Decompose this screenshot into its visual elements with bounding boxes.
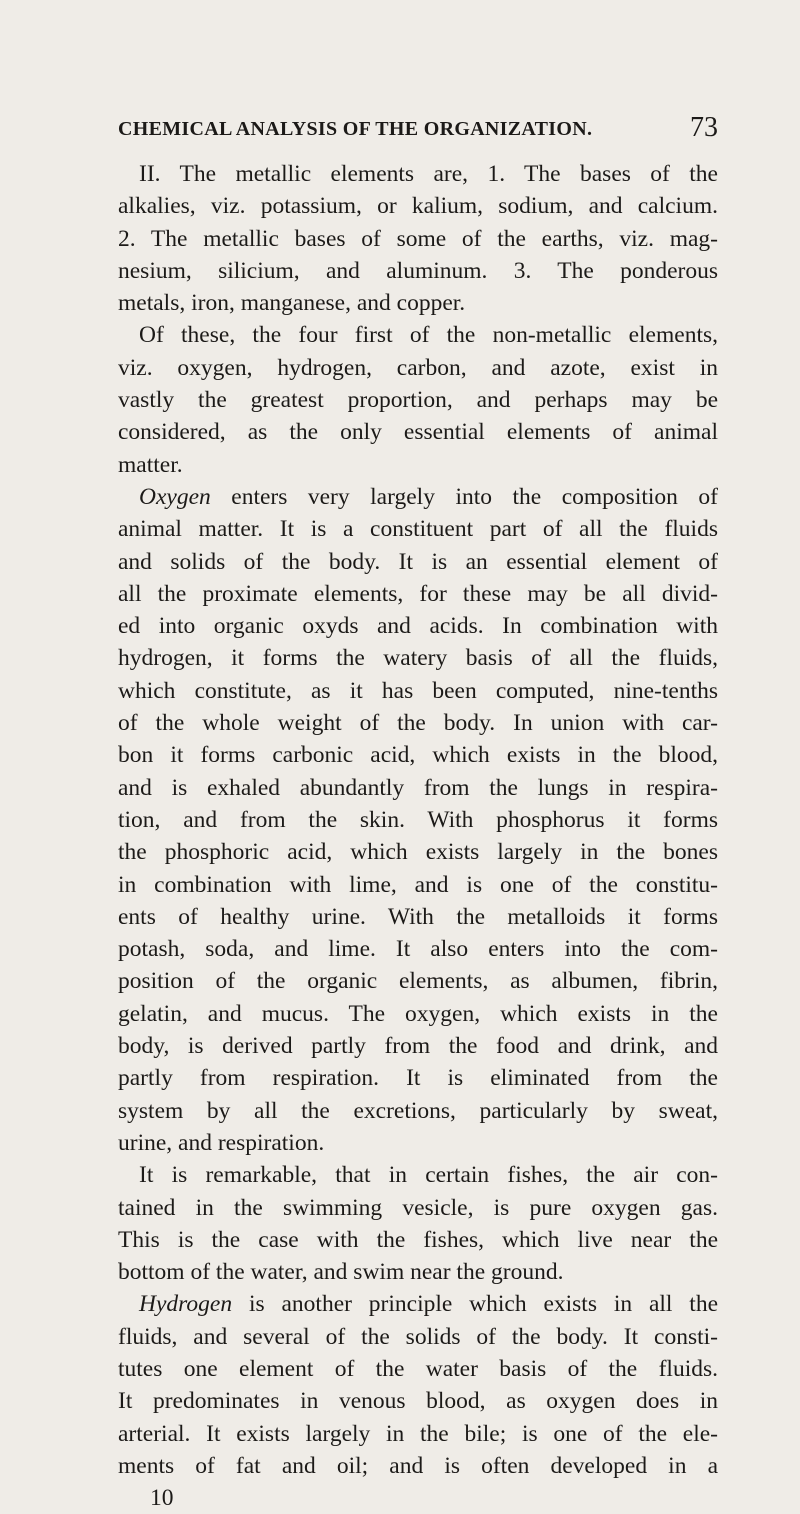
text-line: bottom of the water, and swim near the ground. [118, 1259, 564, 1286]
text-line: II. The metallic elements are, 1. The bases of the [139, 161, 718, 187]
text-line: bon it forms carbonic acid, which exists in the blood, [118, 742, 718, 769]
text-line: potash, soda, and lime. It also enters into the com- [118, 936, 718, 963]
line-text: enters very largely into the composition of [231, 483, 718, 510]
text-line: system by all the excretions, particularly by sweat, [118, 1097, 718, 1124]
text-line: animal matter. It is a constituent part of all the fluids [118, 516, 718, 543]
text-line: and solids of the body. It is an essential element of [118, 548, 718, 575]
running-head: CHEMICAL ANALYSIS OF THE ORGANIZATION. [118, 118, 593, 140]
page-header [118, 112, 718, 146]
text-line: tion, and from the skin. With phosphorus it forms [118, 806, 718, 833]
text-line [118, 1288, 718, 1320]
text-line: This is the case with the fishes, which live near the [118, 1226, 718, 1253]
text-line: ents of healthy urine. With the metalloids it forms [118, 903, 718, 930]
text-line: It predominates in venous blood, as oxygen does in [118, 1388, 718, 1415]
text-line: fluids, and several of the solids of the body. It consti- [118, 1323, 718, 1350]
text-line: considered, as the only essential elements of animal [118, 419, 718, 446]
text-line: It is remarkable, that in certain fishes, the air con- [139, 1162, 718, 1189]
text-line: vastly the greatest proportion, and perhaps may be [118, 387, 718, 414]
text-line: 2. The metallic bases of some of the earths, viz. mag- [118, 225, 718, 252]
page-number: 73 [690, 112, 718, 143]
signature-mark: 10 [150, 1485, 174, 1512]
text-line: the phosphoric acid, which exists largely in the bones [118, 839, 718, 866]
text-line: arterial. It exists largely in the bile; is one of the ele- [118, 1420, 718, 1447]
text-line: position of the organic elements, as albumen, fibrin, [118, 968, 718, 995]
text-line: in combination with lime, and is one of the constitu- [118, 871, 718, 898]
line-text: is another principle which exists in all the [248, 1291, 719, 1318]
text-line: gelatin, and mucus. The oxygen, which exists in the [118, 1000, 718, 1027]
text-line: of the whole weight of the body. In union with car- [118, 710, 718, 737]
text-line: viz. oxygen, hydrogen, carbon, and azote, exist in [118, 354, 718, 381]
body-text [118, 158, 718, 1514]
text-line: ments of fat and oil; and is often developed in a [118, 1452, 718, 1479]
text-line: and is exhaled abundantly from the lungs in respira- [118, 774, 718, 801]
text-line: tutes one element of the water basis of the fluids. [118, 1355, 718, 1382]
text-line: nesium, silicium, and aluminum. 3. The ponderous [118, 257, 718, 284]
text-line: tained in the swimming vesicle, is pure oxygen gas. [118, 1194, 718, 1221]
text-line: which constitute, as it has been computed, nine-tenths [118, 677, 718, 704]
text-line: matter. [118, 451, 183, 478]
text-line: Of these, the four first of the non-metallic elements, [139, 322, 718, 349]
text-line: partly from respiration. It is eliminated from the [118, 1065, 718, 1092]
italic-term: Hydrogen [139, 1291, 233, 1318]
text-line: ed into organic oxyds and acids. In combination with [118, 613, 718, 640]
text-line: hydrogen, it forms the watery basis of all the fluids, [118, 645, 718, 672]
text-line: alkalies, viz. potassium, or kalium, sodium, and calcium. [118, 193, 718, 220]
italic-term: Oxygen [139, 483, 211, 510]
text-line [118, 481, 718, 513]
text-line: body, is derived partly from the food and drink, and [118, 1033, 718, 1060]
text-line: all the proximate elements, for these may be all divid- [118, 580, 718, 607]
text-line: urine, and respiration. [118, 1129, 325, 1156]
text-line: metals, iron, manganese, and copper. [118, 290, 466, 317]
